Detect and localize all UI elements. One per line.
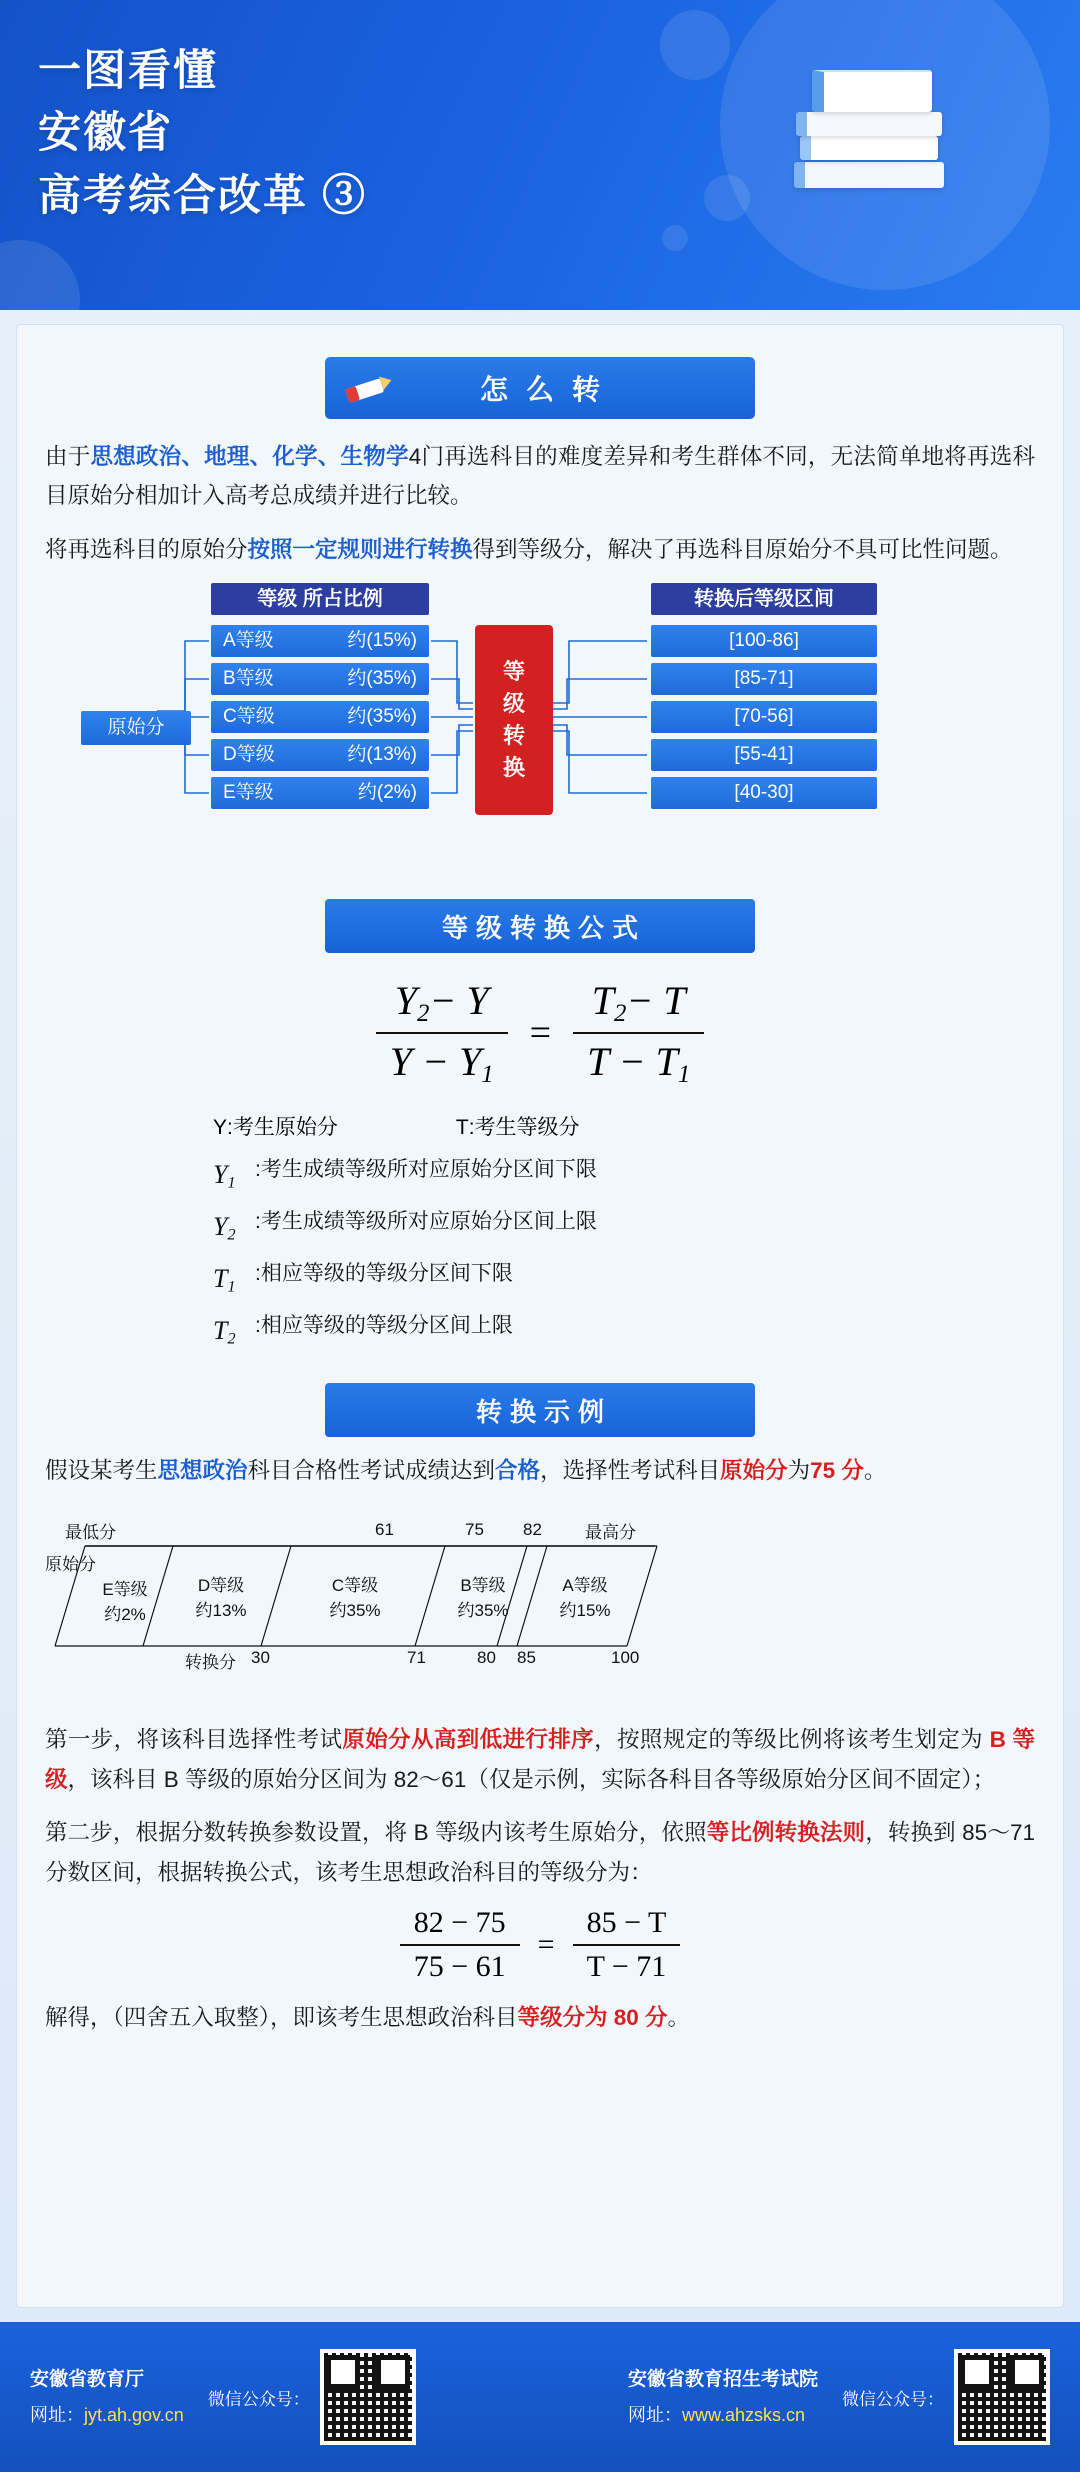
band-name: B等级 <box>460 1576 506 1596</box>
legend-symbol-sub: 2 <box>227 1226 236 1244</box>
legend-row-y2 <box>45 1201 1035 1253</box>
legend-text: :考生成绩等级所对应原始分区间上限 <box>255 1210 597 1233</box>
minus-y: − Y <box>429 978 489 1024</box>
band-label-d <box>181 1574 261 1623</box>
footer-left-text <box>30 2362 184 2432</box>
sub-2: 2 <box>416 1000 430 1028</box>
grade-ratio: 约(2%) <box>357 782 417 804</box>
legend-item <box>456 1107 580 1149</box>
legend-row-t2 <box>45 1305 1035 1357</box>
footer-url-value[interactable]: www.ahzsks.cn <box>681 2404 806 2425</box>
grade-row <box>211 701 429 733</box>
band-label-e <box>85 1578 165 1627</box>
t-minus-t1: T − T <box>587 1039 678 1085</box>
step2-red: 等比例转换法则 <box>706 1820 866 1846</box>
book-shape <box>800 136 938 160</box>
intro-part: ，选择性考试科目 <box>540 1458 721 1483</box>
legend-text: :相应等级的等级分区间下限 <box>255 1262 513 1285</box>
top-tick-61: 61 <box>375 1520 394 1540</box>
legend-text: :相应等级的等级分区间上限 <box>255 1314 513 1337</box>
example-band-chart <box>45 1506 1035 1706</box>
p1-pre: 由于 <box>45 444 91 469</box>
banner-conversion-example: 转换示例 <box>325 1383 755 1437</box>
legend-text: :考生原始分 <box>227 1116 338 1139</box>
table-header-converted-range: 转换后等级区间 <box>651 583 877 615</box>
book-shape <box>794 162 944 188</box>
conversion-box-char: 换 <box>502 755 525 781</box>
result-part: 。 <box>667 2004 691 2030</box>
legend-symbol-sub: 2 <box>227 1330 236 1348</box>
sub-1: 1 <box>481 1061 494 1088</box>
intro-part-highlight: 思想政治 <box>157 1458 248 1483</box>
band-pct: 约35% <box>457 1601 509 1621</box>
grade-row <box>211 739 429 771</box>
legend-row-t1 <box>45 1253 1035 1305</box>
grade-label: D等级 <box>223 744 275 766</box>
formula-equals: = <box>529 1012 552 1055</box>
page-footer <box>0 2322 1080 2472</box>
band-name: A等级 <box>562 1576 608 1596</box>
p2-highlight: 按照一定规则进行转换 <box>247 536 473 562</box>
example-step-1 <box>45 1720 1035 1799</box>
content-card <box>16 324 1064 2308</box>
decor-circle <box>0 240 80 310</box>
books-icon <box>794 68 984 218</box>
book-shape <box>812 70 932 112</box>
step2-part: ，转换到 85～71 分数区间，根据转换公式，该考生思想政治科目的等级分为： <box>45 1820 1035 1885</box>
label-min-score: 最低分 <box>65 1523 116 1543</box>
decor-circle <box>704 175 750 221</box>
label-converted-score: 转换分 <box>185 1653 236 1673</box>
y-minus-y1: Y − Y <box>389 1039 482 1085</box>
band-label-b <box>443 1574 523 1623</box>
example-formula <box>45 1906 1035 1984</box>
band-pct: 约13% <box>195 1601 247 1621</box>
step1-part: ，按照规定的等级比例将该考生划定为 <box>594 1727 990 1753</box>
paragraph-conversion-rule <box>45 530 1035 569</box>
bottom-tick-85: 85 <box>517 1648 536 1668</box>
band-label-c <box>315 1574 395 1623</box>
footer-url-left[interactable] <box>30 2398 184 2432</box>
band-pct: 约35% <box>329 1601 381 1621</box>
formula-numerator-right <box>578 977 700 1032</box>
range-row: [100-86] <box>651 625 877 657</box>
sub-2: 2 <box>613 1000 627 1028</box>
bottom-tick-100: 100 <box>611 1648 640 1668</box>
section-header-how-to-convert <box>325 357 755 419</box>
banner-conversion-formula: 等级转换公式 <box>325 899 755 953</box>
example-den-left: 75 − 61 <box>400 1944 520 1984</box>
grade-ratio: 约(35%) <box>347 706 417 728</box>
p2-post: 得到等级分，解决了再选科目原始分不具可比性问题。 <box>472 536 1013 562</box>
page-header <box>0 0 1080 310</box>
example-step-2 <box>45 1813 1035 1892</box>
p2-pre: 将再选科目的原始分 <box>45 536 248 562</box>
band-pct: 约15% <box>559 1601 611 1621</box>
step2-part: 第二步，根据分数转换参数设置，将 B 等级内该考生原始分，依照 <box>45 1820 707 1846</box>
grade-label: E等级 <box>223 782 274 804</box>
grade-row <box>211 625 429 657</box>
formula-numerator-left <box>381 977 503 1032</box>
pencil-icon <box>343 365 397 411</box>
legend-symbol <box>213 1305 255 1357</box>
legend-symbol-base: T <box>213 1316 228 1345</box>
footer-url-label: 网址： <box>30 2404 84 2425</box>
table-header-grade-ratio: 等级 所占比例 <box>211 583 429 615</box>
decor-circle <box>662 225 688 251</box>
step1-part: 第一步，将该科目选择性考试 <box>45 1727 343 1753</box>
legend-symbol-base: Y <box>213 1160 228 1189</box>
example-equals: = <box>537 1927 555 1961</box>
footer-org-right: 安徽省教育招生考试院 <box>627 2368 818 2390</box>
sub-1: 1 <box>677 1061 691 1088</box>
bottom-tick-30: 30 <box>251 1648 270 1668</box>
formula-denominator-left <box>376 1032 508 1089</box>
formula-legend <box>45 1107 1035 1357</box>
example-intro <box>45 1451 1035 1490</box>
footer-wechat-label-left: 微信公众号： <box>207 2389 310 2409</box>
intro-part-red: 原始分 <box>720 1458 788 1483</box>
bottom-tick-80: 80 <box>477 1648 496 1668</box>
intro-part-red: 75 分 <box>810 1458 864 1483</box>
footer-url-label: 网址： <box>627 2404 682 2425</box>
qr-pattern <box>324 2353 412 2441</box>
qr-code-right[interactable] <box>954 2349 1050 2445</box>
legend-row-y-t <box>45 1107 1035 1149</box>
qr-code-left[interactable] <box>320 2349 416 2445</box>
legend-text: :考生等级分 <box>468 1116 580 1139</box>
legend-symbol-sub: 1 <box>227 1278 236 1296</box>
example-right-fraction <box>573 1906 681 1984</box>
result-part: 解得，（四舍五入取整），即该考生思想政治科目 <box>45 2004 518 2030</box>
original-score-box: 原始分 <box>81 711 191 745</box>
decor-circle <box>660 10 730 80</box>
p1-post: 4门再选科目的难度差异和考生群体不同，无法简单地将再选科目原始分相加计入高考总成绩并进行比较。 <box>45 444 1035 509</box>
sym-t2: T <box>591 978 614 1024</box>
label-max-score: 最高分 <box>585 1523 636 1543</box>
intro-part-highlight: 合格 <box>495 1458 541 1483</box>
legend-symbol <box>213 1253 255 1305</box>
grade-label: B等级 <box>223 668 274 690</box>
footer-left-block <box>30 2349 416 2445</box>
band-name: C等级 <box>331 1576 379 1596</box>
range-row: [85-71] <box>651 663 877 695</box>
legend-item <box>213 1107 338 1149</box>
band-label-a <box>545 1574 625 1623</box>
footer-right-text <box>628 2362 818 2432</box>
top-tick-82: 82 <box>523 1520 542 1540</box>
conversion-box-char: 级 <box>502 691 525 717</box>
legend-symbol-sub: 1 <box>227 1174 236 1192</box>
title-line-2: 安徽省 <box>38 109 173 158</box>
range-row: [70-56] <box>651 701 877 733</box>
p1-highlight: 思想政治、地理、化学、生物学 <box>90 444 409 469</box>
footer-wechat-label-right: 微信公众号： <box>842 2389 944 2409</box>
grade-row <box>211 777 429 809</box>
legend-symbol-base: T <box>213 1264 228 1293</box>
example-num-right: 85 − T <box>586 1905 667 1939</box>
conversion-box-char: 等 <box>502 659 525 685</box>
top-tick-75: 75 <box>465 1520 484 1540</box>
bottom-tick-71: 71 <box>407 1648 426 1668</box>
title-line-1: 一图看懂 <box>38 47 218 95</box>
legend-symbol-base: Y <box>213 1212 228 1241</box>
minus-t: − T <box>626 978 686 1024</box>
result-red: 等级分为 80 分 <box>517 2004 668 2030</box>
qr-pattern <box>958 2353 1046 2441</box>
intro-part: 。 <box>863 1458 887 1483</box>
grade-conversion-diagram <box>45 583 1035 883</box>
page-title <box>38 40 367 227</box>
legend-symbol <box>213 1149 255 1201</box>
sym-y2: Y <box>394 978 417 1024</box>
grade-label: A等级 <box>223 630 274 652</box>
title-line-3: 高考综合改革 ③ <box>38 171 367 220</box>
paragraph-difficulty-difference <box>45 437 1035 516</box>
example-num-left: 82 − 75 <box>413 1905 506 1939</box>
band-name: D等级 <box>197 1576 245 1596</box>
grade-label: C等级 <box>223 706 275 728</box>
intro-part: 为 <box>787 1458 811 1483</box>
example-den-right: T − 71 <box>573 1944 681 1984</box>
intro-part: 科目合格性考试成绩达到 <box>247 1458 496 1483</box>
formula-right-fraction <box>573 977 704 1089</box>
band-pct: 约2% <box>104 1605 146 1625</box>
step1-part: ，该科目 B 等级的原始分区间为 82～61（仅是示例，实际各科目各等级原始分区间不固定）； <box>67 1766 996 1792</box>
label-original-score: 原始分 <box>45 1555 96 1575</box>
legend-symbol: T <box>455 1116 469 1139</box>
section-title-text: 怎么转 <box>479 374 618 405</box>
band-name: E等级 <box>102 1580 148 1600</box>
footer-url-value[interactable]: jyt.ah.gov.cn <box>84 2404 184 2425</box>
formula-denominator-right <box>573 1032 704 1089</box>
legend-symbol: Y <box>213 1116 228 1139</box>
footer-right-block <box>628 2349 1050 2445</box>
formula-left-fraction <box>376 977 508 1089</box>
grade-ratio: 约(13%) <box>347 744 417 766</box>
conversion-box-char: 转 <box>502 723 525 749</box>
legend-text: :考生成绩等级所对应原始分区间下限 <box>255 1158 597 1181</box>
legend-symbol <box>213 1201 255 1253</box>
example-result <box>45 1998 1035 2037</box>
conversion-box <box>475 625 553 815</box>
conversion-formula <box>45 977 1035 1089</box>
grade-row <box>211 663 429 695</box>
grade-ratio: 约(35%) <box>347 668 417 690</box>
step1-red: B 等级 <box>45 1727 1035 1792</box>
intro-part: 假设某考生 <box>45 1458 158 1483</box>
book-shape <box>796 112 942 136</box>
legend-gap <box>338 1107 456 1149</box>
range-row: [55-41] <box>651 739 877 771</box>
grade-ratio: 约(15%) <box>347 630 417 652</box>
footer-org-left: 安徽省教育厅 <box>30 2368 145 2390</box>
example-left-fraction <box>400 1906 520 1984</box>
range-row: [40-30] <box>651 777 877 809</box>
footer-url-right[interactable] <box>628 2398 818 2432</box>
legend-row-y1 <box>45 1149 1035 1201</box>
step1-red: 原始分从高到低进行排序 <box>342 1727 595 1753</box>
